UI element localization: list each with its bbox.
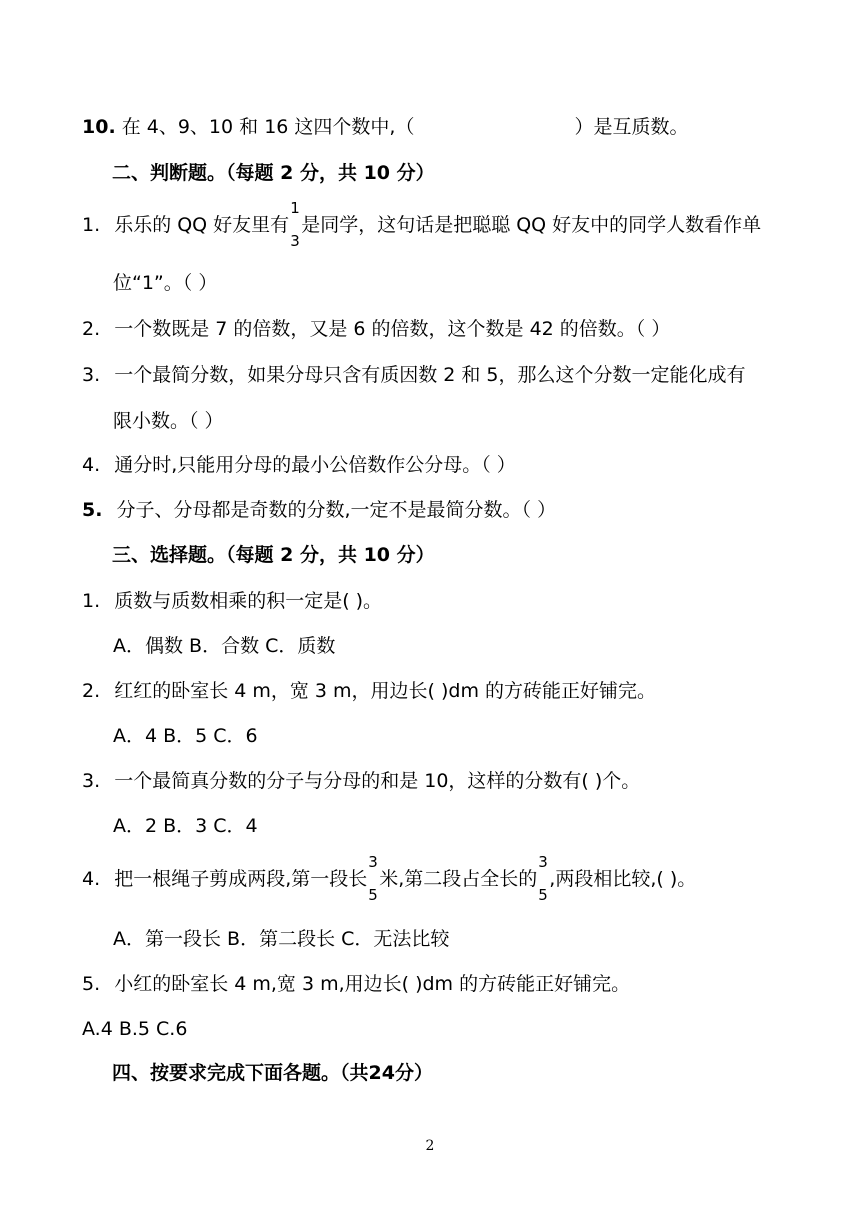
- question-number: 3.: [82, 364, 101, 386]
- question-text: 一个数既是 7 的倍数，又是 6 的倍数，这个数是 42 的倍数。（ ）: [114, 318, 671, 340]
- question-number: 5.: [82, 973, 101, 995]
- tf-question-1-cont: 位“1”。（ ）: [113, 272, 218, 294]
- question-text-mid: 米,第二段占全长的: [379, 868, 538, 890]
- fraction-numerator: 1: [290, 198, 300, 217]
- mc-question-4: [82, 852, 697, 904]
- question-number: 2.: [82, 680, 101, 702]
- question-number: 5.: [82, 499, 103, 521]
- section-title-tasks: 四、按要求完成下面各题。（共24分）: [112, 1062, 433, 1084]
- question-text-end: ,两段相比较,( )。: [549, 868, 697, 890]
- fraction-one-third: [289, 198, 301, 250]
- question-number: 4.: [82, 868, 101, 890]
- tf-question-3: [82, 362, 746, 388]
- section-title-judgement: 二、判断题。（每题 2 分，共 10 分）: [112, 162, 435, 184]
- question-number: 2.: [82, 318, 101, 340]
- question-text: 通分时,只能用分母的最小公倍数作公分母。（ ）: [114, 454, 516, 476]
- tf-question-4: [82, 452, 516, 478]
- question-10: [82, 114, 688, 140]
- section-title-choice: 三、选择题。（每题 2 分，共 10 分）: [112, 544, 435, 566]
- mc-options-2: A．4 B．5 C．6: [113, 725, 258, 747]
- mc-question-3: [82, 768, 640, 794]
- mc-options-5: A.4 B.5 C.6: [82, 1018, 188, 1040]
- question-text: 在 4、9、10 和 16 这四个数中,（: [121, 116, 415, 138]
- fraction-three-fifths: [367, 852, 379, 904]
- question-number: 1.: [82, 590, 101, 612]
- question-text: 小红的卧室长 4 m,宽 3 m,用边长( )dm 的方砖能正好铺完。: [114, 973, 631, 995]
- fraction-denominator: 5: [538, 885, 548, 904]
- fraction-numerator: 3: [368, 852, 378, 871]
- question-text: 分子、分母都是奇数的分数,一定不是最简分数。（ ）: [116, 499, 557, 521]
- question-number: 4.: [82, 454, 101, 476]
- mc-options-1: A．偶数 B．合数 C．质数: [113, 635, 336, 657]
- question-number: 3.: [82, 770, 101, 792]
- question-text: 一个最简分数，如果分母只含有质因数 2 和 5，那么这个分数一定能化成有: [114, 364, 746, 386]
- question-text: 一个最简真分数的分子与分母的和是 10，这样的分数有( )个。: [114, 770, 641, 792]
- mc-question-2: [82, 678, 656, 704]
- question-text-cont: 是同学，这句话是把聪聪 QQ 好友中的同学人数看作单: [301, 214, 762, 236]
- question-text: 把一根绳子剪成两段,第一段长: [114, 868, 368, 890]
- fraction-denominator: 3: [290, 231, 300, 250]
- tf-question-5: [82, 497, 556, 523]
- question-text: 乐乐的 QQ 好友里有: [114, 214, 290, 236]
- tf-question-3-cont: 限小数。（ ）: [113, 410, 224, 432]
- mc-options-4: A．第一段长 B．第二段长 C．无法比较: [113, 928, 450, 950]
- question-text: 红红的卧室长 4 m，宽 3 m，用边长( )dm 的方砖能正好铺完。: [114, 680, 657, 702]
- tf-question-2: [82, 316, 670, 342]
- question-text-end: ）是互质数。: [574, 116, 689, 138]
- mc-question-5: [82, 971, 630, 997]
- fraction-numerator: 3: [538, 852, 548, 871]
- question-text: 质数与质数相乘的积一定是( )。: [114, 590, 383, 612]
- tf-question-1: [82, 198, 762, 250]
- fraction-three-fifths: [537, 852, 549, 904]
- question-number: 10.: [82, 116, 116, 138]
- question-number: 1.: [82, 214, 101, 236]
- fraction-denominator: 5: [368, 885, 378, 904]
- mc-question-1: [82, 588, 382, 614]
- mc-options-3: A．2 B．3 C．4: [113, 815, 258, 837]
- page-number: 2: [425, 1138, 435, 1154]
